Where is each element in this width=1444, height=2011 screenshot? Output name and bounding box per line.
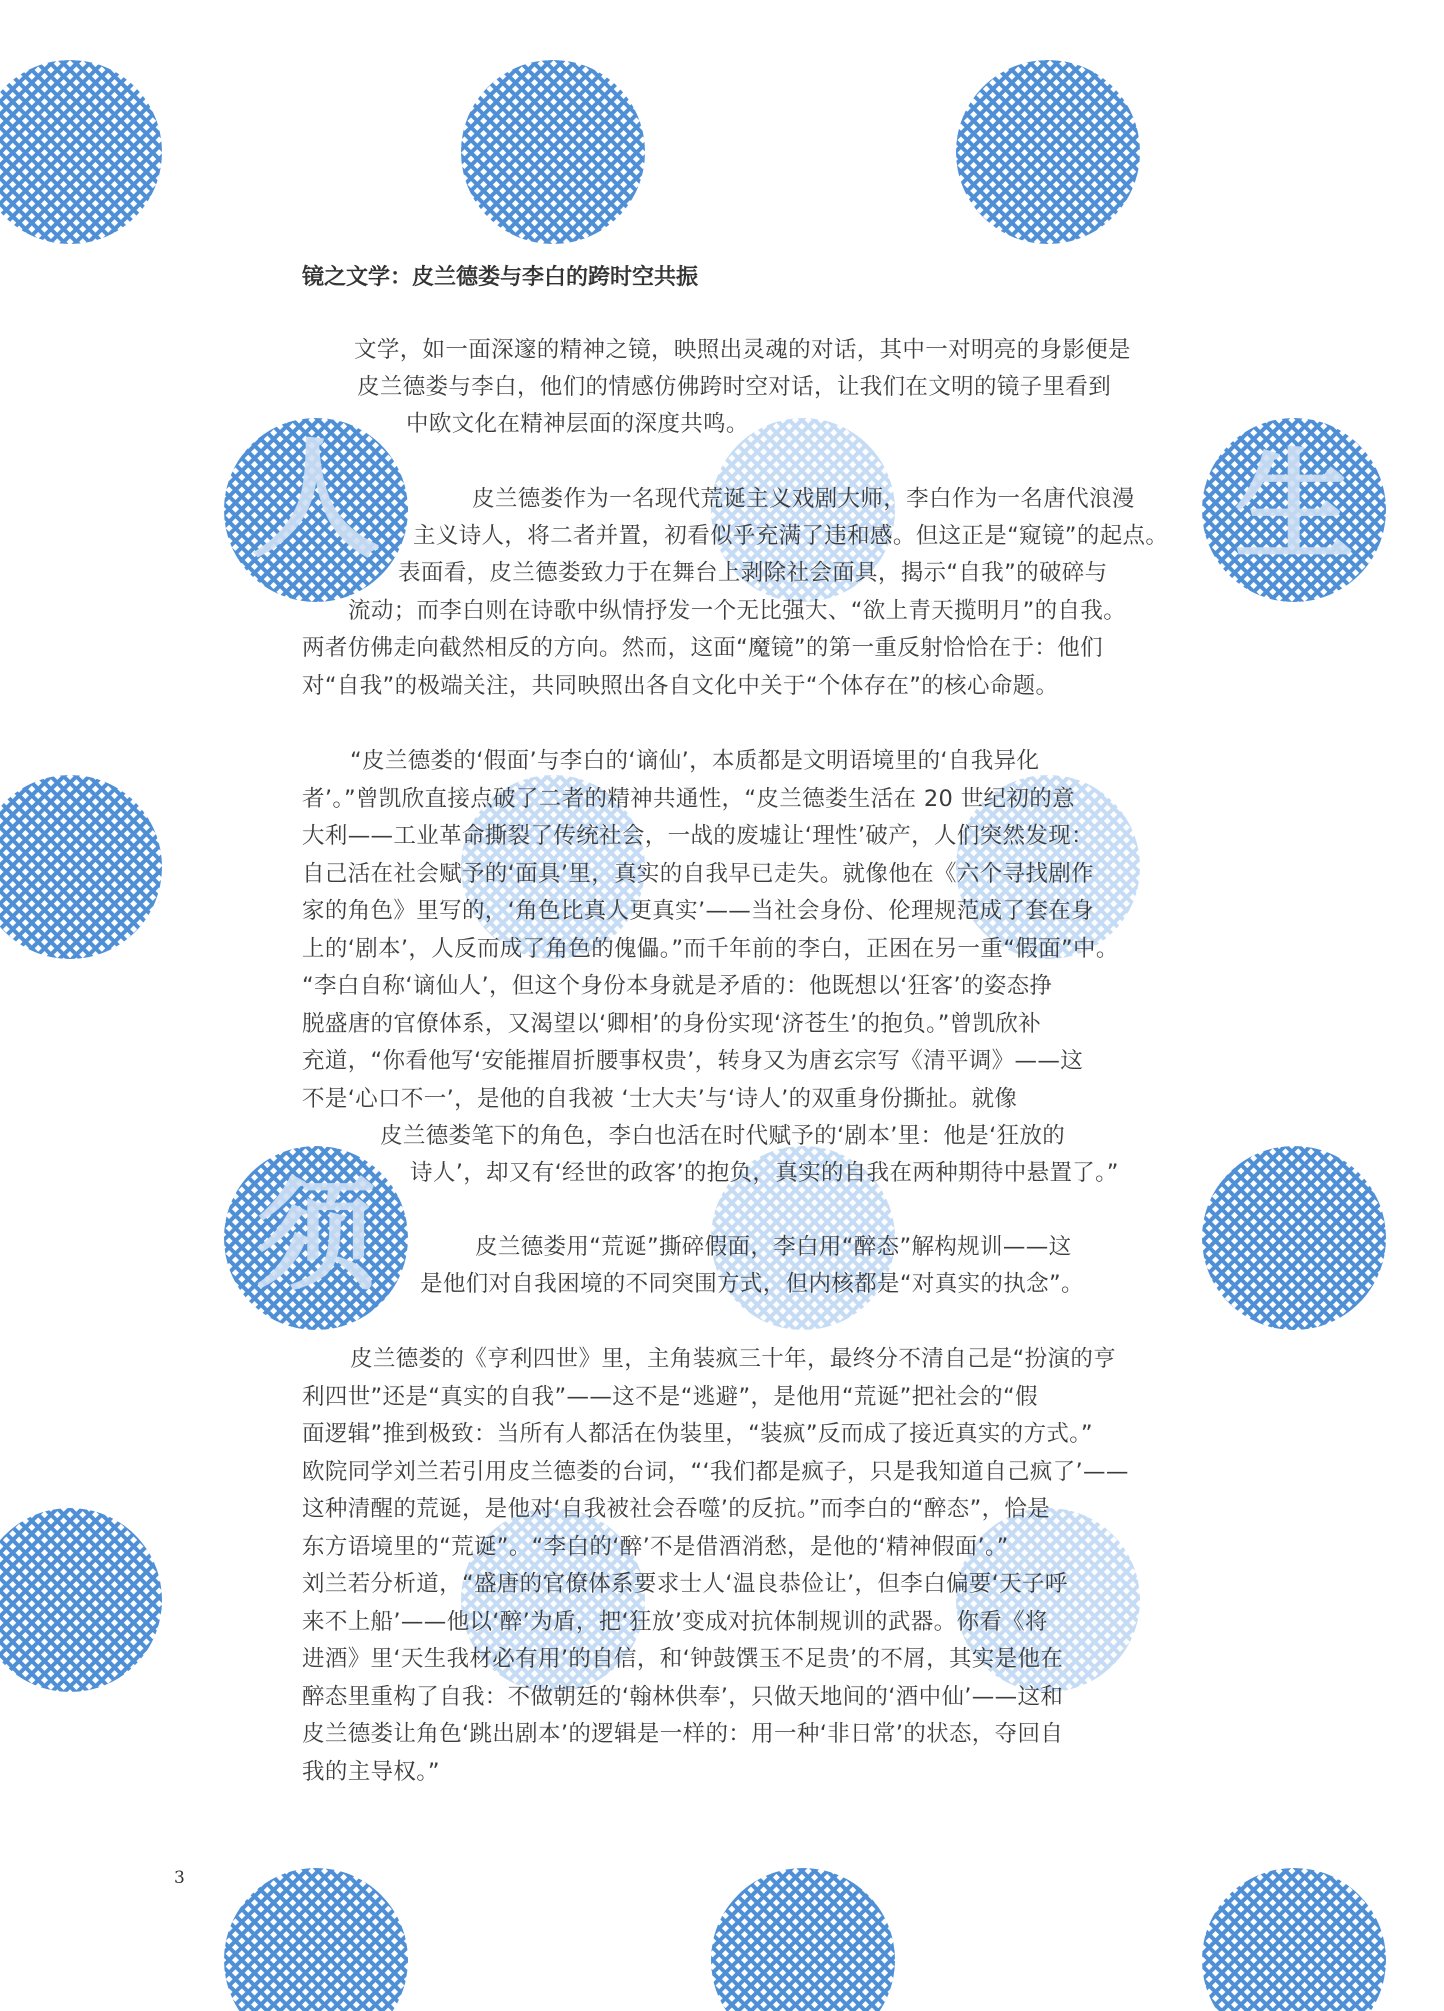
calligraphy-char-ren: 人 [250, 423, 382, 576]
calligraphy-char-sheng: 生 [1234, 436, 1354, 577]
text-line: 欧院同学刘兰若引用皮兰德娄的台词，“‘我们都是疯子，只是我知道自己疯了’—— [302, 1459, 1129, 1485]
text-line: 家的角色》里写的，‘角色比真人更真实’——当社会身份、伦理规范成了套在身 [302, 898, 1094, 924]
text-line: 表面看，皮兰德娄致力于在舞台上剥除社会面具，揭示“自我”的破碎与 [398, 560, 1108, 586]
text-line: 对“自我”的极端关注，共同映照出各自文化中关于“个体存在”的核心命题。 [302, 673, 1059, 699]
text-line: 刘兰若分析道，“盛唐的官僚体系要求士人‘温良恭俭让’，但李白偏要‘天子呼 [302, 1571, 1068, 1597]
text-line: “李白自称‘谪仙人’，但这个身份本身就是矛盾的：他既想以‘狂客’的姿态挣 [302, 973, 1053, 999]
text-line: 流动；而李白则在诗歌中纵情抒发一个无比强大、“欲上青天揽明月”的自我。 [348, 598, 1127, 624]
text-line: 诗人’，却又有‘经世的政客’的抱负，真实的自我在两种期待中悬置了。” [410, 1160, 1119, 1186]
text-line: 醉态里重构了自我：不做朝廷的‘翰林供奉’，只做天地间的‘酒中仙’——这和 [302, 1684, 1064, 1710]
text-line: 是他们对自我困境的不同突围方式，但内核都是“对真实的执念”。 [420, 1271, 1084, 1297]
text-line: 皮兰德娄作为一名现代荒诞主义戏剧大师，李白作为一名唐代浪漫 [472, 486, 1135, 512]
text-line: 皮兰德娄笔下的角色，李白也活在时代赋予的‘剧本’里：他是‘狂放的 [380, 1123, 1066, 1149]
text-line: 不是‘心口不一’，是他的自我被 ‘士大夫’与‘诗人’的双重身份撕扯。就像 [302, 1086, 1018, 1112]
text-line: 皮兰德娄的《亨利四世》里，主角装疯三十年，最终分不清自己是“扮演的亨 [350, 1346, 1117, 1372]
text-line: 自己活在社会赋予的‘面具’里，真实的自我早已走失。就像他在《六个寻找剧作 [302, 861, 1094, 887]
text-line: 皮兰德娄用“荒诞”撕碎假面，李白用“醉态”解构规训——这 [475, 1234, 1072, 1260]
page-number: 3 [174, 1868, 185, 1888]
text-line: 上的‘剧本’，人反而成了角色的傀儡。”而千年前的李白，正困在另一重“假面”中。 [302, 936, 1119, 962]
text-line: 大利——工业革命撕裂了传统社会，一战的废墟让‘理性’破产，人们突然发现： [302, 823, 1094, 849]
text-line: 者’。”曾凯欣直接点破了二者的精神共通性，“皮兰德娄生活在 20 世纪初的意 [302, 786, 1075, 812]
text-line: 皮兰德娄让角色‘跳出剧本’的逻辑是一样的：用一种‘非日常’的状态，夺回自 [302, 1721, 1064, 1747]
text-line: “皮兰德娄的‘假面’与李白的‘谪仙’，本质都是文明语境里的‘自我异化 [350, 748, 1040, 774]
text-line: 主义诗人，将二者并置，初看似乎充满了违和感。但这正是“窥镜”的起点。 [413, 523, 1169, 549]
text-line: 充道，“你看他写‘安能摧眉折腰事权贵’，转身又为唐玄宗写《清平调》——这 [302, 1048, 1084, 1074]
text-line: 利四世”还是“真实的自我”——这不是“逃避”，是他用“荒诞”把社会的“假 [302, 1384, 1038, 1410]
text-line: 这种清醒的荒诞，是他对‘自我被社会吞噬’的反抗。”而李白的“醉态”，恰是 [302, 1496, 1051, 1522]
text-line: 进酒》里‘天生我材必有用’的自信，和‘钟鼓馔玉不足贵’的不屑，其实是他在 [302, 1646, 1064, 1672]
article-title: 镜之文学：皮兰德娄与李白的跨时空共振 [302, 265, 699, 290]
text-line: 我的主导权。” [302, 1759, 440, 1785]
text-line: 东方语境里的“荒诞”。“李白的‘醉’不是借酒消愁，是他的‘精神假面’。” [302, 1534, 1009, 1560]
text-line: 中欧文化在精神层面的深度共鸣。 [406, 411, 749, 437]
text-line: 面逻辑”推到极致：当所有人都活在伪装里，“装疯”反而成了接近真实的方式。” [302, 1421, 1093, 1447]
text-line: 两者仿佛走向截然相反的方向。然而，这面“魔镜”的第一重反射恰恰在于：他们 [302, 635, 1103, 661]
text-line: 文学，如一面深邃的精神之镜，映照出灵魂的对话，其中一对明亮的身影便是 [354, 337, 1131, 363]
text-line: 来不上船’——他以‘醉’为盾，把‘狂放’变成对抗体制规训的武器。你看《将 [302, 1609, 1048, 1635]
text-line: 皮兰德娄与李白，他们的情感仿佛跨时空对话，让我们在文明的镜子里看到 [357, 374, 1112, 400]
text-line: 脱盛唐的官僚体系，又渴望以‘卿相’的身份实现‘济苍生’的抱负。”曾凯欣补 [302, 1011, 1042, 1037]
calligraphy-char-xu: 须 [256, 1166, 376, 1307]
